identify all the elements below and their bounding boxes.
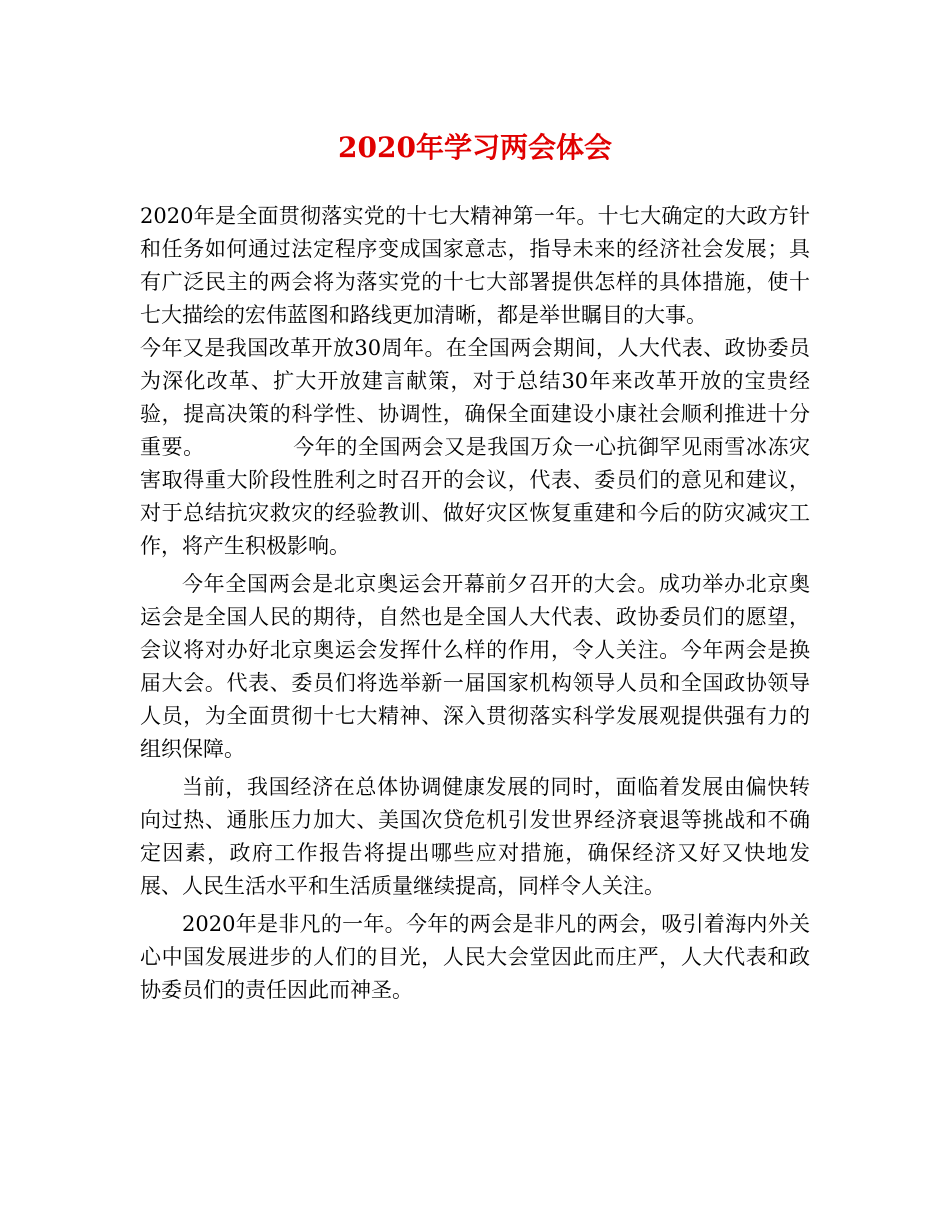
paragraph-2-sentence-b: 今年的全国两会又是我国万众一心抗御罕见雨雪冰冻灾害取得重大阶段性胜利之时召开的会议，代表、委员们的意见和建议，对于总结抗灾救灾的经验教训、做好灾区恢复重建和今后的防灾减灾工作，将产生积极影响。 xyxy=(140,435,811,558)
paragraph-5: 2020年是非凡的一年。今年的两会是非凡的两会，吸引着海内外关心中国发展进步的人们的目光，人民大会堂因此而庄严，人大代表和政协委员们的责任因此而神圣。 xyxy=(140,912,810,1002)
paragraph-2 xyxy=(140,332,810,563)
paragraph-2-sentence-a: 今年又是我国改革开放30周年。在全国两会期间，人大代表、政协委员为深化改革、扩大开放建言献策，对于总结30年来改革开放的宝贵经验，提高决策的科学性、协调性，确保全面建设小康社会顺利推进十分重要。 xyxy=(140,336,810,459)
document-title: 2020年学习两会体会 xyxy=(338,131,612,164)
paragraph-4: 当前，我国经济在总体协调健康发展的同时，面临着发展由偏快转向过热、通胀压力加大、美国次贷危机引发世界经济衰退等挑战和不确定因素，政府工作报告将提出哪些应对措施，确保经济又好又快地发展、人民生活水平和生活质量继续提高，同样令人关注。 xyxy=(140,775,810,898)
document-body xyxy=(140,200,810,1007)
paragraph-3-sentence-a: 今年全国两会是北京奥运会开幕前夕召开的大会。成功举办北京奥运会是全国人民的期待，自然也是全国人大代表、政协委员们的愿望，会议将对办好北京奥运会发挥什么样的作用，令人关注。 xyxy=(140,572,810,662)
paragraph-3-sentence-b: 今年两会是换届大会。代表、委员们将选举新一届国家机构领导人员和全国政协领导人员，为全面贯彻十七大精神、深入贯彻落实科学发展观提供强有力的组织保障。 xyxy=(140,638,811,761)
paragraph-3 xyxy=(140,568,810,766)
paragraph-1: 2020年是全面贯彻落实党的十七大精神第一年。十七大确定的大政方针和任务如何通过法定程序变成国家意志，指导未来的经济社会发展；具有广泛民主的两会将为落实党的十七大部署提供怎样的具体措施，使十七大描绘的宏伟蓝图和路线更加清晰，都是举世瞩目的大事。 xyxy=(140,204,810,327)
